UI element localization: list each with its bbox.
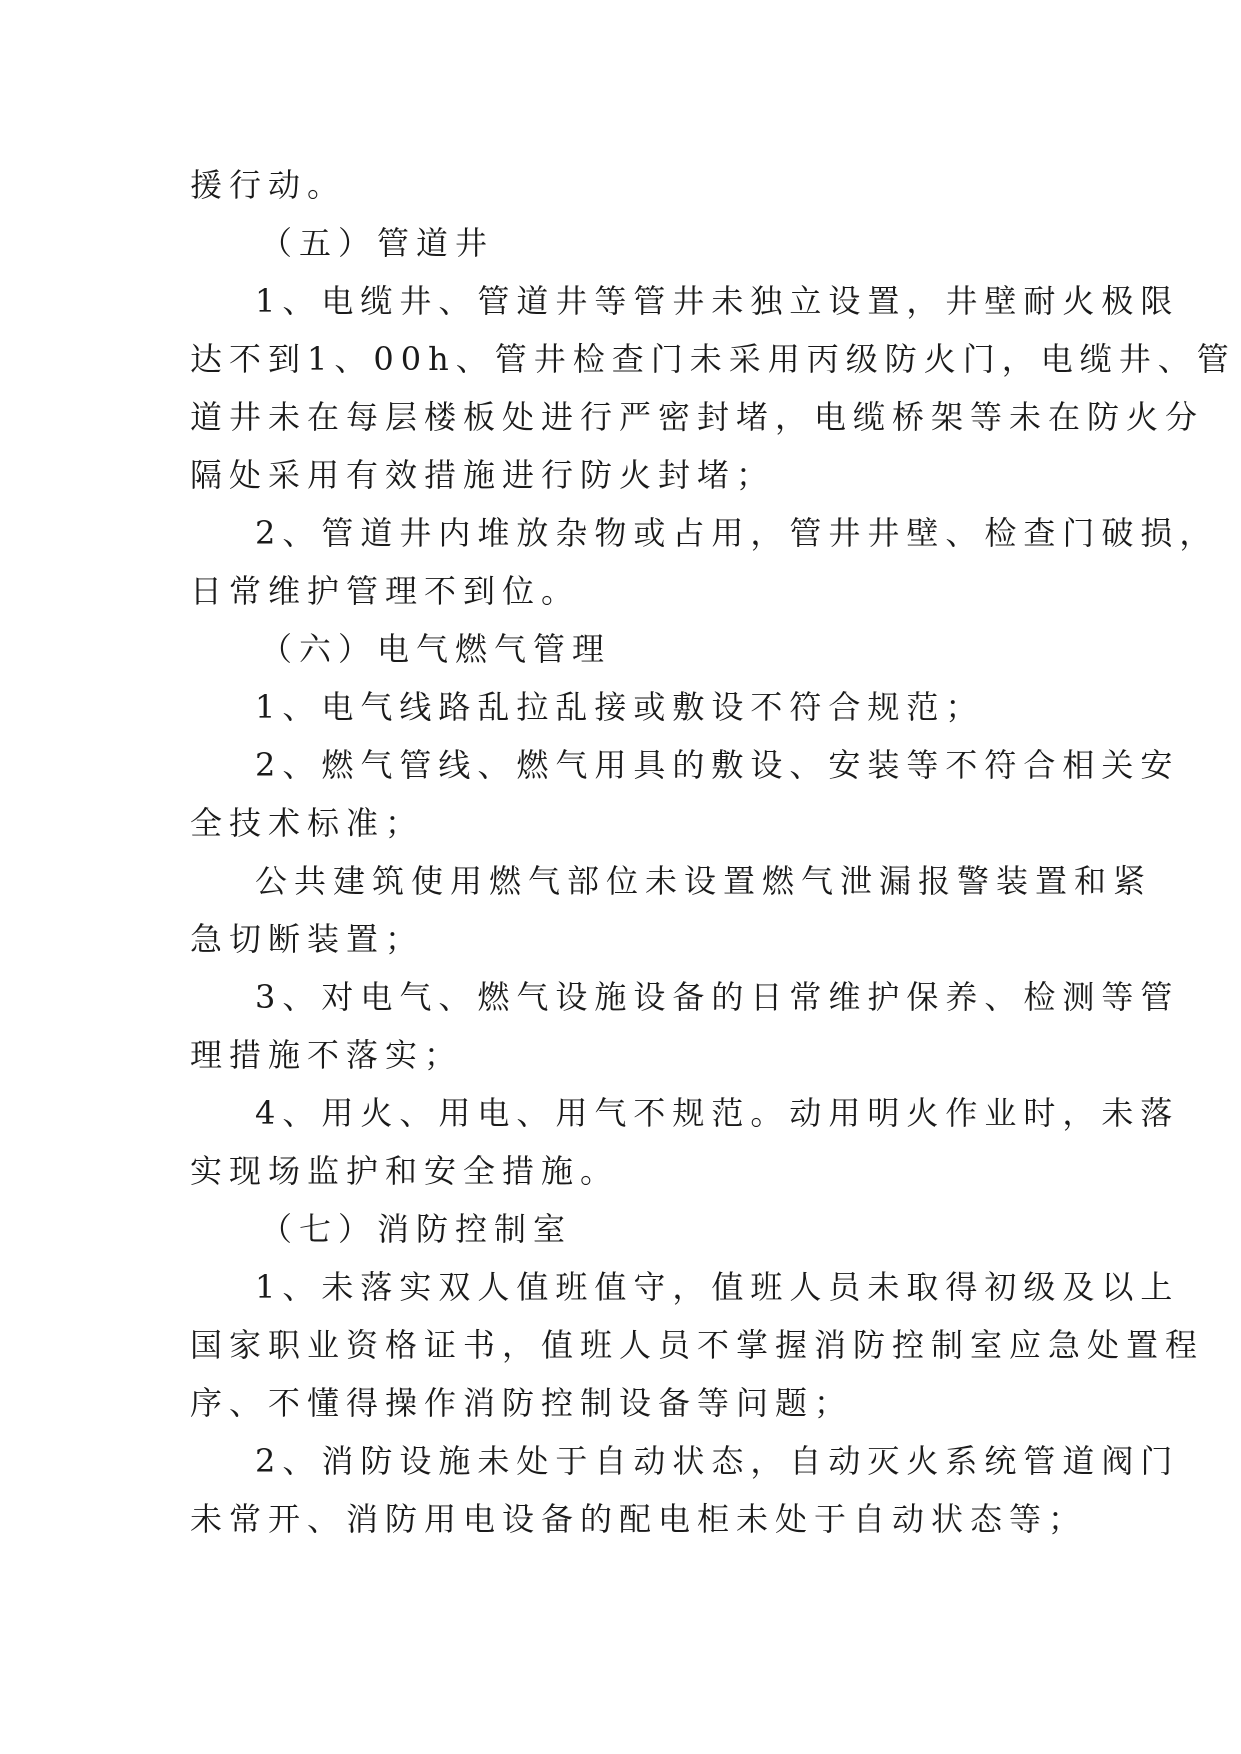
text-line: 理措施不落实； bbox=[190, 1036, 464, 1074]
text-line: 公共建筑使用燃气部位未设置燃气泄漏报警装置和紧 bbox=[255, 862, 1153, 900]
text-line: 实现场监护和安全措施。 bbox=[190, 1152, 620, 1190]
text-line: 未常开、消防用电设备的配电柜未处于自动状态等； bbox=[190, 1500, 1088, 1538]
text-line: 序、不懂得操作消防控制设备等问题； bbox=[190, 1384, 854, 1422]
text-line: 国家职业资格证书，值班人员不掌握消防控制室应急处置程 bbox=[190, 1326, 1205, 1364]
text-line: 2、消防设施未处于自动状态，自动灭火系统管道阀门 bbox=[255, 1442, 1180, 1480]
text-line: 急切断装置； bbox=[190, 920, 425, 958]
text-line: 1、电气线路乱拉乱接或敷设不符合规范； bbox=[255, 688, 985, 726]
section-heading-5: （五）管道井 bbox=[260, 224, 495, 262]
text-line: 1、电缆井、管道井等管井未独立设置，井壁耐火极限 bbox=[255, 282, 1180, 320]
text-line-continuation: 援行动。 bbox=[190, 166, 347, 204]
section-heading-7: （七）消防控制室 bbox=[260, 1210, 573, 1248]
section-heading-6: （六）电气燃气管理 bbox=[260, 630, 612, 668]
text-line: 2、燃气管线、燃气用具的敷设、安装等不符合相关安 bbox=[255, 746, 1180, 784]
text-line: 2、管道井内堆放杂物或占用，管井井壁、检查门破损， bbox=[255, 514, 1219, 552]
text-line: 日常维护管理不到位。 bbox=[190, 572, 581, 610]
text-line: 道井未在每层楼板处进行严密封堵，电缆桥架等未在防火分 bbox=[190, 398, 1205, 436]
text-line: 全技术标准； bbox=[190, 804, 425, 842]
text-line: 1、未落实双人值班值守，值班人员未取得初级及以上 bbox=[255, 1268, 1180, 1306]
text-line: 隔处采用有效措施进行防火封堵； bbox=[190, 456, 776, 494]
text-line: 达不到1、00h、管井检查门未采用丙级防火门，电缆井、管 bbox=[190, 340, 1236, 378]
text-line: 4、用火、用电、用气不规范。动用明火作业时，未落 bbox=[255, 1094, 1180, 1132]
text-line: 3、对电气、燃气设施设备的日常维护保养、检测等管 bbox=[255, 978, 1180, 1016]
